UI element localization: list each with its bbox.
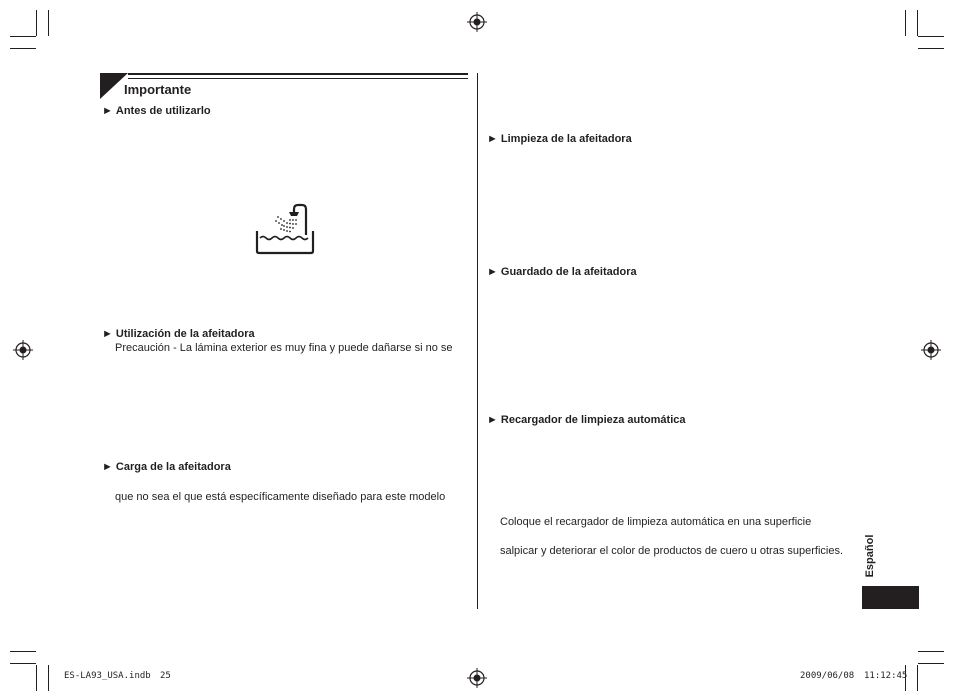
language-tab-label: Español: [864, 534, 876, 578]
registration-mark-icon: [467, 12, 487, 32]
using-caution-text: Precaución - La lámina exterior es muy fina y puede dañarse si no se: [115, 342, 453, 354]
shower-bath-icon: [254, 203, 316, 255]
crop-mark: [10, 663, 36, 664]
arrow-bullet-icon: ►: [102, 328, 113, 340]
recharger-text-2: salpicar y deteriorar el color de productos de cuero u otras superficies.: [500, 545, 844, 557]
heading-storage-label: Guardado de la afeitadora: [500, 266, 637, 278]
heading-cleaning-label: Limpieza de la afeitadora: [500, 133, 632, 145]
footer-file-name: ES-LA93_USA.indb: [64, 671, 151, 681]
column-divider: [477, 73, 478, 609]
heading-recharger-label: Recargador de limpieza automática: [500, 414, 686, 426]
arrow-bullet-icon: ►: [487, 133, 498, 145]
charging-text: que no sea el que está específicamente diseñado para este modelo: [115, 491, 446, 503]
crop-mark: [918, 651, 944, 652]
registration-mark-icon: [467, 668, 487, 688]
heading-using-label: Utilización de la afeitadora: [115, 328, 255, 340]
heading-charging-label: Carga de la afeitadora: [115, 461, 231, 473]
arrow-bullet-icon: ►: [487, 266, 498, 278]
heading-charging: [102, 461, 231, 473]
crop-mark: [36, 665, 37, 691]
arrow-bullet-icon: ►: [487, 414, 498, 426]
section-rule-top: [128, 73, 468, 75]
language-tab-block: [862, 586, 919, 609]
crop-mark: [917, 10, 918, 36]
registration-mark-icon: [13, 340, 33, 360]
crop-mark: [918, 48, 944, 49]
crop-mark: [905, 10, 906, 36]
crop-mark: [48, 665, 49, 691]
crop-mark: [10, 48, 36, 49]
registration-mark-icon: [921, 340, 941, 360]
crop-mark: [10, 36, 36, 37]
footer-date: 2009/06/08: [800, 671, 855, 681]
footer-page-number: 25: [160, 671, 171, 681]
heading-before-use: [102, 105, 211, 117]
crop-mark: [918, 663, 944, 664]
crop-mark: [48, 10, 49, 36]
heading-before-use-label: Antes de utilizarlo: [115, 105, 211, 117]
heading-recharger: [487, 414, 686, 426]
heading-storage: [487, 266, 637, 278]
crop-mark: [36, 10, 37, 36]
arrow-bullet-icon: ►: [102, 461, 113, 473]
section-title: Importante: [124, 82, 192, 97]
crop-mark: [918, 36, 944, 37]
footer-time: 11:12:45: [864, 671, 908, 681]
crop-mark: [917, 665, 918, 691]
section-rule-bottom: [128, 78, 468, 79]
arrow-bullet-icon: ►: [102, 105, 113, 117]
recharger-text-1: Coloque el recargador de limpieza automática en una superficie: [500, 516, 812, 528]
crop-mark: [10, 651, 36, 652]
heading-using: [102, 328, 255, 340]
heading-cleaning: [487, 133, 632, 145]
